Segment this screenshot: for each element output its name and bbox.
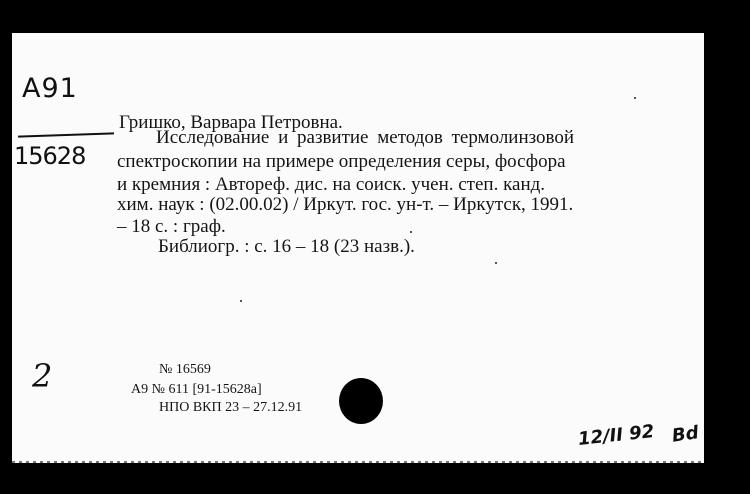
title-line-3: и кремния : Автореф. дис. на соиск. учен. степ. канд. [117,174,546,195]
margin-mark: 2 [32,357,53,395]
bibliography-line: Библиогр. : с. 16 – 18 (23 назв.). [158,236,415,257]
degree-line: хим. наук : (02.00.02) / Иркут. гос. ун-т. – Иркутск, 1991. [117,194,574,215]
speck [240,300,242,302]
stamp-number: № 16569 [159,362,211,377]
author-line: Гришко, Варвара Петровна. [119,112,343,133]
speck [634,97,636,99]
pages-line: – 18 с. : граф. [117,216,226,237]
stamp-npo: НПО ВКП 23 – 27.12.91 [159,400,303,415]
stamp-shelf: А9 № 611 [91-15628а] [131,382,262,397]
ink-blot [339,378,383,424]
title-line-2: спектроскопии на примере определения серы, фосфора [117,151,566,172]
speck [495,262,497,264]
handwritten-date: 12/II 92 [577,421,656,450]
call-number-top: А91 [22,73,78,104]
handwritten-initials: Bd [670,422,700,447]
speck [410,231,412,233]
call-number-bottom: 15628 [14,142,86,170]
title-line-1: Исследование и развитие методов термолинзовой [156,127,575,148]
